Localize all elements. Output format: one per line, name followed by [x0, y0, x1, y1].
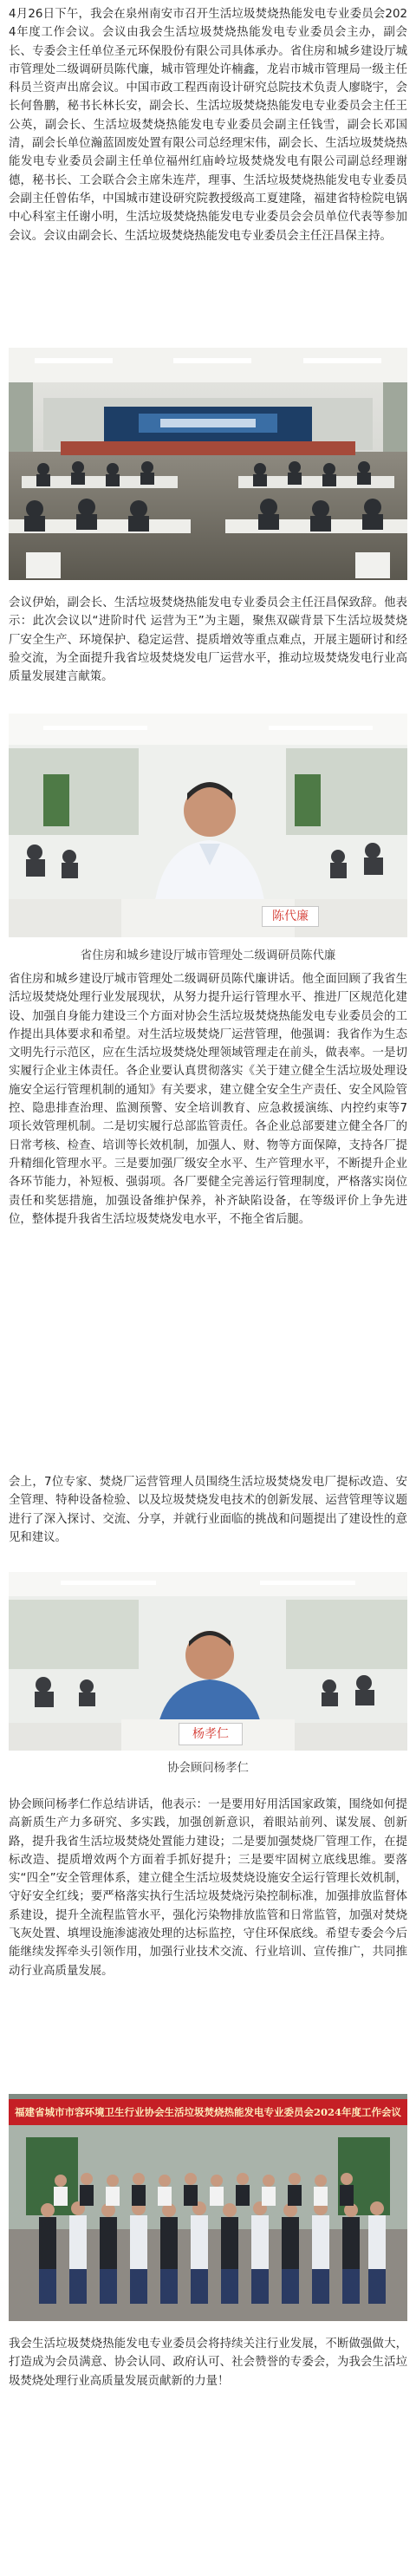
- speaker-chen-illustration: [9, 714, 407, 937]
- photo-caption-yang: 协会顾问杨孝仁: [167, 1762, 249, 1775]
- speaker-yang-photo: [9, 1572, 407, 1751]
- photo-caption-chen: 省住房和城乡建设厅城市管理处二级调研员陈代廉: [80, 949, 336, 962]
- meeting-banner: 福建省城市市容环境卫生行业协会生活垃圾焚烧热能发电专业委员会2024年度工作会议: [9, 2099, 407, 2125]
- nameplate-yang: 杨孝仁: [179, 1723, 243, 1745]
- meeting-hall-photo: [9, 348, 407, 580]
- group-photo: [9, 2094, 407, 2321]
- paragraph-closing: 我会生活垃圾焚烧热能发电专业委员会将持续关注行业发展，不断做强做大，打造成为会员满意、协会认同、政府认可、社会赞誉的专委会，为我会生活垃圾焚烧处理行业高质量发展贡献新的力量！: [9, 2338, 407, 2388]
- meeting-hall-illustration: [9, 348, 407, 580]
- paragraph-chen-speech: 省住房和城乡建设厅城市管理处二级调研员陈代廉讲话。他全面回顾了我省生活垃圾焚烧处理行业发展现状，从努力提升运行管理水平、推进厂区规范化建设、加强自身能力建设三个方面对协会生活垃圾焚烧热能发电专业委员会的工作提出具体要求和希望。对生活垃圾焚烧厂运营管理，他强调：我省作为生态文明先行示范区，应在生活垃圾焚烧处理领域管理走在前头，做表率。一是切实履行企业主体责任。各企业要认真贯彻落实《关于建立健全生活垃圾处理设施安全运行管理机制的通知》有关要求，建立健全安全生产责任、安全风险管控、隐患排查治理、监测预警、安全培训教育、应急救援演练、内控约束等7项长效管理机制。二是切实履行总部监管责任。各企业总部要建立健全各厂的日常考核、检查、培训等长效机制，加强人、财、物等方面保障，支持各厂提升精细化管理水平。三是要加强厂级安全水平、生产管理水平，不断提升企业各环节能力，补短板、强弱项。各厂要健全完善运行管理制度，严格落实岗位责任和奖惩措施，加强设备维护保养，补齐缺陷设备，在等级评价上争先进位，整体提升我省生活垃圾焚烧发电水平，不拖全省后腿。: [9, 973, 407, 1226]
- paragraph-expert-exchange: 会上，7位专家、焚烧厂运营管理人员围绕生活垃圾焚烧发电厂提标改造、安全管理、特种设备检验、以及垃圾焚烧发电技术的创新发展、运营管理等议题进行了深入探讨、交流、分享，并就行业面临的挑战和问题提出了建设性的意见和建议。: [9, 1476, 407, 1544]
- nameplate-chen: 陈代廉: [262, 906, 319, 927]
- paragraph-opening-remarks: 会议伊始，副会长、生活垃圾焚烧热能发电专业委员会主任汪昌保致辞。他表示：此次会议以“进阶时代 运营为王”为主题，聚焦双碳背景下生活垃圾焚烧厂安全生产、环境保护、稳定运营、提质增效等重点难点，开展主题研讨和经验交流，为全面提升我省垃圾焚烧发电厂运营水平，推动垃圾焚烧发电行业高质量发展建言献策。: [9, 597, 407, 684]
- paragraph-meeting-intro: 4月26日下午，我会在泉州南安市召开生活垃圾焚烧热能发电专业委员会2024年度工作会议。会议由我会生活垃圾焚烧热能发电专业委员会主办，副会长、专委会主任单位圣元环保股份有限公司具体承办。省住房和城乡建设厅城市管理处二级调研员陈代廉，城市管理处许楠鑫，龙岩市城市管理局一级主任科员兰资声出席会议。中国市政工程西南设计研究总院技术负责人廖晓宇，会长何鲁鹏，秘书长林长安，副会长、生活垃圾焚烧热能发电专业委员会主任王公英，副会长、生活垃圾焚烧热能发电专业委员会副主任钱雪，副会长邓国清，副会长单位瀚蓝固废处置有限公司总经理宋伟，副会长、生活垃圾焚烧热能发电专业委员会副主任单位福州红庙岭垃圾焚烧发电有限公司副总经理谢德，秘书长、工会联合会主席朱连芹，理事、生活垃圾焚烧热能发电专业委员会副主任曾佑华，中国城市建设研究院教授级高工夏建隆，福建省特检院电锅中心科室主任谢小明，生活垃圾焚烧热能发电专业委员会会员单位代表等参加会议。会议由副会长、生活垃圾焚烧热能发电专业委员会主任汪昌保主持。: [9, 8, 407, 243]
- speaker-chen-photo: [9, 714, 407, 937]
- paragraph-yang-summary: 协会顾问杨孝仁作总结讲话，他表示：一是要用好用活国家政策，围绕如何提高新质生产力多研究、多实践，加强创新意识，着眼站前列、谋发展、创新路，提升我省生活垃圾焚烧处置能力建设；二是要加强焚烧厂管理工作，在提标改造、提质增效两个方面着手抓好提升；三是要牢固树立底线思维。要落实“四全”安全管理体系，建立健全生活垃圾焚烧设施安全运行管理长效机制，守好安全红线；要严格落实执行生活垃圾焚烧污染控制标准，加强排放监督体系建设，提升全流程监管水平，强化污染物排放监管和日常监管，加强对焚烧飞灰处置、填埋设施渗滤液处理的达标监控，守住环保底线。希望专委会今后能继续发挥牵头引领作用，加强行业技术交流、行业培训、宣传推广，共同推动行业高质量发展。: [9, 1798, 407, 1978]
- group-photo-illustration: [9, 2094, 407, 2321]
